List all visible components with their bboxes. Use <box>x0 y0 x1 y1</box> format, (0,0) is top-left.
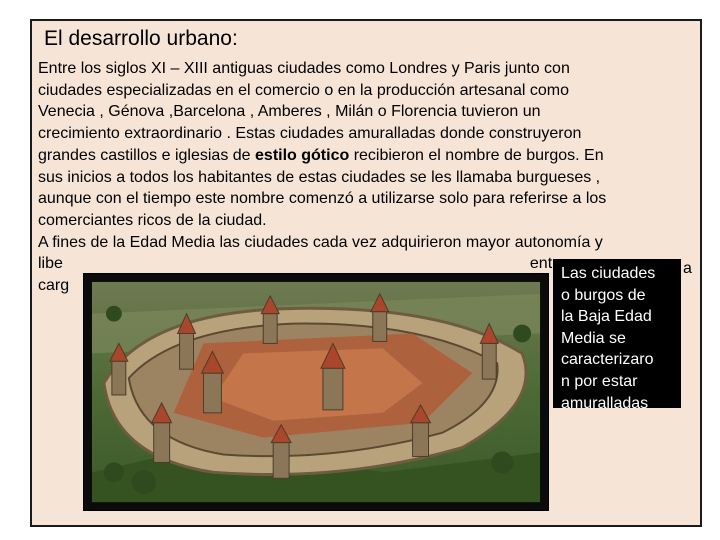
text-line <box>38 145 606 167</box>
text-line: aunque con el tiempo este nombre comenzó a utilizarse solo para referirse a los <box>38 190 607 208</box>
text-segment: recibieron el nombre de burgos. En <box>349 146 604 164</box>
text-fragment: a <box>683 260 692 277</box>
body-text <box>38 58 606 297</box>
text-line <box>38 253 606 275</box>
text-segment: libe <box>38 255 63 273</box>
caption-line: o burgos de <box>561 286 646 304</box>
caption-line: amuralladas <box>561 394 649 412</box>
text-line: A fines de la Edad Media las ciudades cada vez adquirieron mayor autonomía y <box>38 233 603 251</box>
caption-line: caracterizaro <box>561 351 654 369</box>
text-line: comerciantes ricos de la ciudad. <box>38 211 267 229</box>
text-line: carg <box>38 277 70 295</box>
text-segment: ent <box>529 255 553 273</box>
slide-title: El desarrollo urbano: <box>44 27 238 50</box>
text-line: Entre los siglos XI – XIII antiguas ciudades como Londres y Paris junto con <box>38 60 570 77</box>
caption-line: Las ciudades <box>561 265 656 282</box>
caption-line: la Baja Edad <box>561 308 652 326</box>
caption-line: n por estar <box>561 372 638 390</box>
bold-term: estilo gótico <box>255 146 350 164</box>
walled-city-icon <box>84 274 548 510</box>
text-line: Venecia , Génova ,Barcelona , Amberes , Milán o Florencia tuvieron un <box>38 103 541 121</box>
caption-box <box>553 259 681 412</box>
text-line: ciudades especializadas en el comercio o en la producción artesanal como <box>38 81 569 99</box>
walled-city-photo <box>83 273 549 511</box>
text-segment: grandes castillos e iglesias de <box>38 146 256 164</box>
text-line: sus inicios a todos los habitantes de estas ciudades se les llamaba burgueses , <box>38 168 601 186</box>
text-line: crecimiento extraordinario . Estas ciudades amuralladas donde construyeron <box>38 125 582 143</box>
caption-line: Media se <box>561 329 626 347</box>
